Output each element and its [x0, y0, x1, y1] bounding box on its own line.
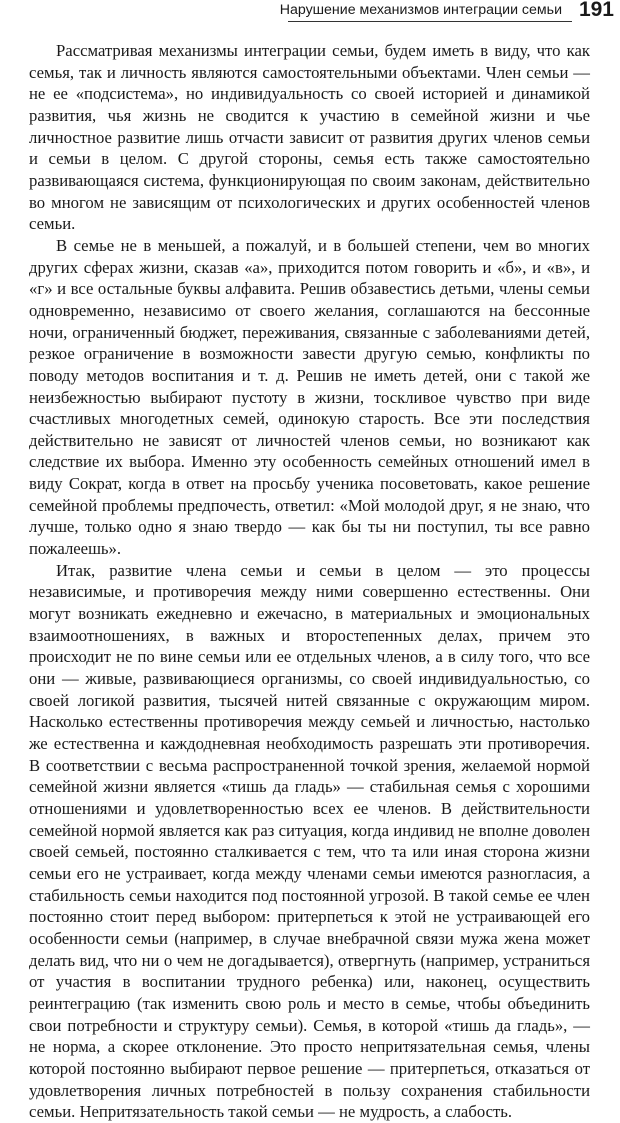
chapter-title: Нарушение механизмов интеграции семьи: [279, 2, 562, 18]
body-text: [29, 40, 590, 1123]
paragraph-1: Рассматривая механизмы интеграции семьи, будем иметь в виду, что как семья, так и личность являются самостоятельными объектами. Член семьи — не ее «подсистема», но индивидуальность со своей историей и динамикой развития, чья жизнь не сводится к участию в семейной жизни и чье личностное развитие лишь отчасти зависит от развития других членов семьи и семьи в целом. С другой стороны, семья есть также самостоятельно развивающаяся система, функционирующая по своим законам, действительно во многом не зависящим от психологических и других особенностей членов семьи.: [29, 41, 590, 234]
paragraph-2: В семье не в меньшей, а пожалуй, и в большей степени, чем во многих других сферах жизни, сказав «а», приходится потом говорить и «б», и «в», и «г» и все остальные буквы алфавита. Решив обзавестись детьми, члены семьи одновременно, независимо от своего желания, соглашаются на бессонные ночи, ограниченный бюджет, переживания, связанные с заболеваниями детей, резкое ограничение в возможности завести другую семью, конфликты по поводу методов воспитания и т. д. Решив не иметь детей, они с такой же неизбежностью выбирают пустоту в жизни, тоскливое чувство при виде счастливых многодетных семей, одинокую старость. Все эти последствия действительно не зависят от личностей членов семьи, но возникают как следствие их выбора. Именно эту особенность семейных отношений имел в виду Сократ, когда в ответ на просьбу ученика посоветовать, какое решение семейной проблемы предпочесть, ответил: «Мой молодой друг, я не знаю, что лучше, только одно я знаю твердо — как бы ты ни поступил, ты все равно пожалеешь».: [29, 235, 590, 559]
header-rule: [288, 21, 572, 22]
running-header: [0, 0, 620, 30]
paragraph-3: Итак, развитие члена семьи и семьи в целом — это процессы независимые, и противоречия между ними совершенно естественны. Они могут возникать ежедневно и ежечасно, в материальных и эмоциональных взаимоотношениях, в важных и второстепенных делах, причем это происходит не по вине семьи или ее отдельных членов, а в силу того, что все они — живые, развивающиеся организмы, со своей индивидуальностью, со своей логикой развития, тысячей нитей связанные с окружающим миром. Насколько естественны противоречия между семьей и личностью, настолько же естественна и каждодневная необходимость разрешать эти противоречия. В соответствии с весьма распространенной точкой зрения, желаемой нормой семейной жизни является «тишь да гладь» — стабильная семья с хорошими отношениями и удовлетворенностью всех ее членов. В действительности семейной нормой является как раз ситуация, когда индивид не вполне доволен своей семьей, постоянно сталкивается с тем, что та или иная сторона жизни семьи его не устраивает, когда между членами семьи имеются разногласия, а стабильность семьи находится под постоянной угрозой. В такой семье ее член постоянно стоит перед выбором: притерпеться к этой не устраивающей его особенности семьи (например, в случае внебрачной связи мужа жена может делать вид, что ни о чем не догадывается), отвергнуть (например, устраниться от участия в воспитании трудного ребенка) или, наконец, осуществить реинтеграцию (так изменить свою роль и место в семье, чтобы объединить свои потребности и структуру семьи). Семья, в которой «тишь да гладь», — не норма, а скорее отклонение. Это просто непритязательная семья, члены которой постоянно выбирают первое решение — притерпеться, отказаться от удовлетворения личных потребностей в пользу сохранения стабильности семьи. Непритязательность такой семьи — не мудрость, а слабость.: [29, 560, 590, 1122]
page-number: 191: [578, 0, 614, 21]
